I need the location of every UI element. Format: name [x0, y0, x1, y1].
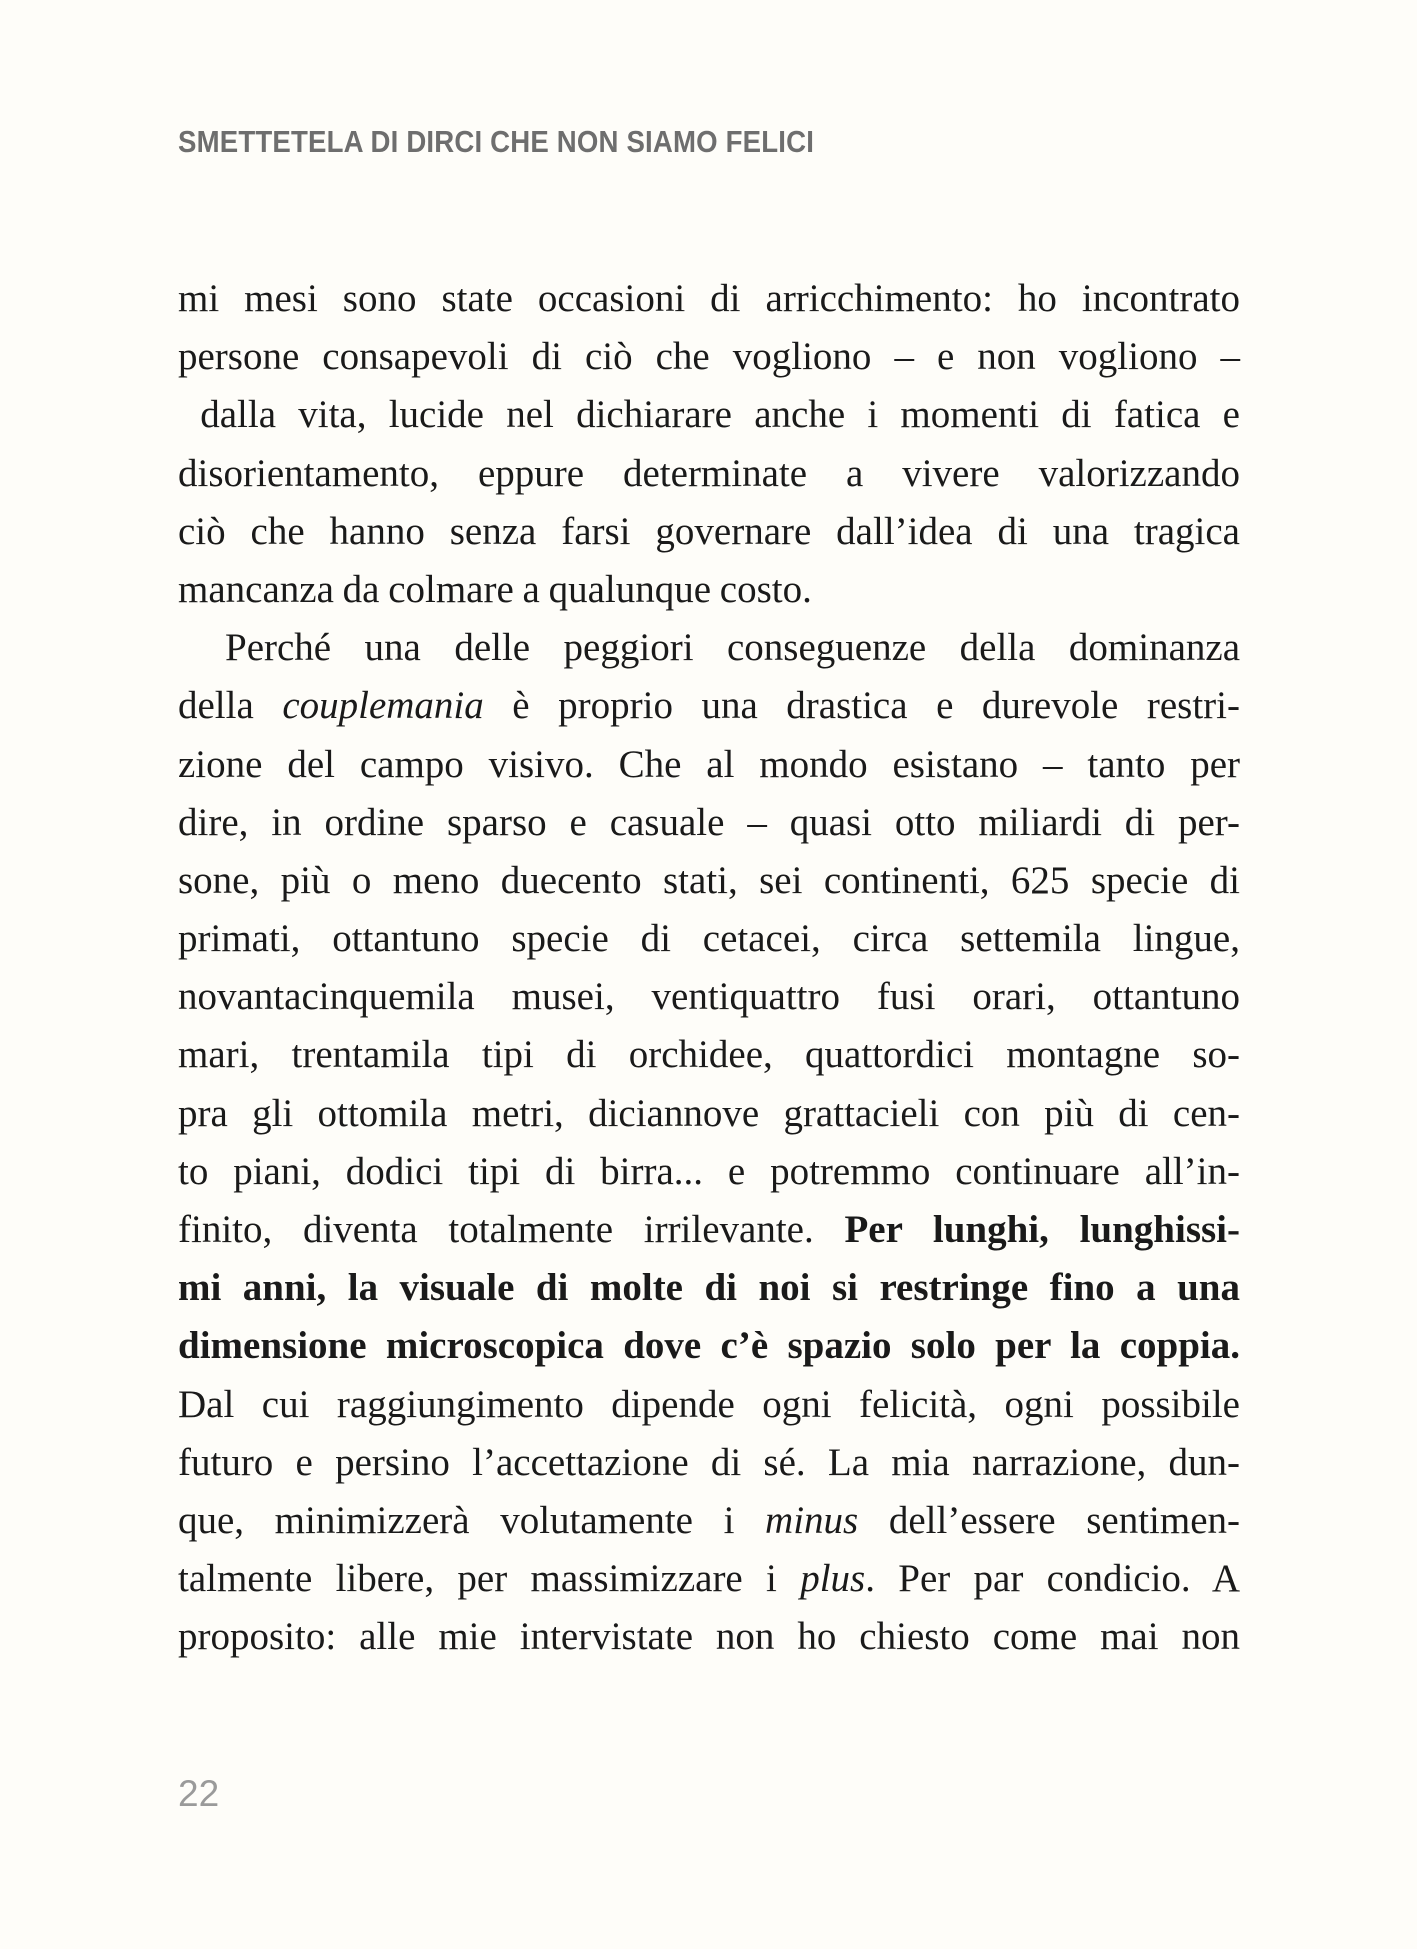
text-line: novantacinquemila musei, ventiquattro fusi orari, ottantuno: [178, 975, 1240, 1019]
text-segment: è proprio una drastica e durevole restri-: [483, 684, 1240, 728]
text-line: [178, 677, 1240, 735]
text-line: disorientamento, eppure determinate a vivere valorizzando: [178, 451, 1240, 495]
italic-term: couplemania: [282, 684, 484, 728]
text-segment: della: [178, 684, 283, 728]
text-line: persone consapevoli di ciò che vogliono – e non vogliono –: [178, 335, 1240, 379]
paragraph-2: [178, 619, 1240, 1666]
text-line: sone, più o meno duecento stati, sei continenti, 625 specie di: [178, 858, 1240, 902]
text-line: primati, ottantuno specie di cetacei, circa settemila lingue,: [178, 917, 1240, 961]
text-segment: finito, diventa totalmente irrilevante.: [178, 1208, 845, 1251]
text-line: mari, trentamila tipi di orchidee, quattordici montagne so-: [178, 1033, 1240, 1077]
text-line: ciò che hanno senza farsi governare dall’idea di una tragica: [178, 509, 1240, 553]
text-line: mi mesi sono state occasioni di arricchimento: ho incontrato: [178, 277, 1240, 320]
running-head-title: SMETTETELA DI DIRCI CHE NON SIAMO FELICI: [178, 124, 815, 159]
italic-term: minus: [765, 1498, 859, 1542]
paragraph-1: [178, 270, 1240, 619]
text-segment: dell’essere sentimen-: [858, 1498, 1240, 1542]
body-text: [178, 270, 1240, 1667]
text-line: mancanza da colmare a qualunque costo.: [178, 567, 812, 611]
italic-term: plus: [800, 1557, 866, 1601]
running-head: [178, 124, 924, 160]
text-line: [178, 1201, 1240, 1259]
text-line: futuro e persino l’accettazione di sé. La mia narrazione, dun-: [178, 1440, 1240, 1484]
text-segment: talmente libere, per massimizzare i: [178, 1557, 801, 1601]
text-line: Perché una delle peggiori conseguenze della dominanza: [225, 626, 1240, 670]
text-segment: . Per par condicio. A: [865, 1557, 1240, 1601]
text-line: [178, 1259, 1240, 1317]
bold-emphasis: Per lunghi, lunghissi-: [844, 1208, 1241, 1251]
text-line: pra gli ottomila metri, diciannove grattacieli con più di cen-: [178, 1091, 1240, 1135]
text-line: proposito: alle mie intervistate non ho chiesto come mai non: [178, 1615, 1240, 1659]
text-line: dalla vita, lucide nel dichiarare anche i momenti di fatica e: [178, 393, 1240, 437]
bold-emphasis: mi anni, la visuale di molte di noi si restringe fino a una: [178, 1266, 1240, 1310]
text-line: [178, 1317, 1240, 1375]
text-line: Dal cui raggiungimento dipende ogni felicità, ogni possibile: [178, 1382, 1240, 1426]
page-number: 22: [178, 1773, 220, 1814]
text-line: [178, 1492, 1240, 1550]
text-segment: que, minimizzerà volutamente i: [178, 1498, 766, 1542]
text-line: zione del campo visivo. Che al mondo esistano – tanto per: [178, 742, 1240, 786]
text-line: to piani, dodici tipi di birra... e potremmo continuare all’in-: [178, 1149, 1240, 1193]
bold-emphasis: dimensione microscopica dove c’è spazio solo per la coppia.: [178, 1324, 1240, 1368]
text-line: [178, 1550, 1240, 1608]
text-line: dire, in ordine sparso e casuale – quasi otto miliardi di per-: [178, 800, 1240, 844]
